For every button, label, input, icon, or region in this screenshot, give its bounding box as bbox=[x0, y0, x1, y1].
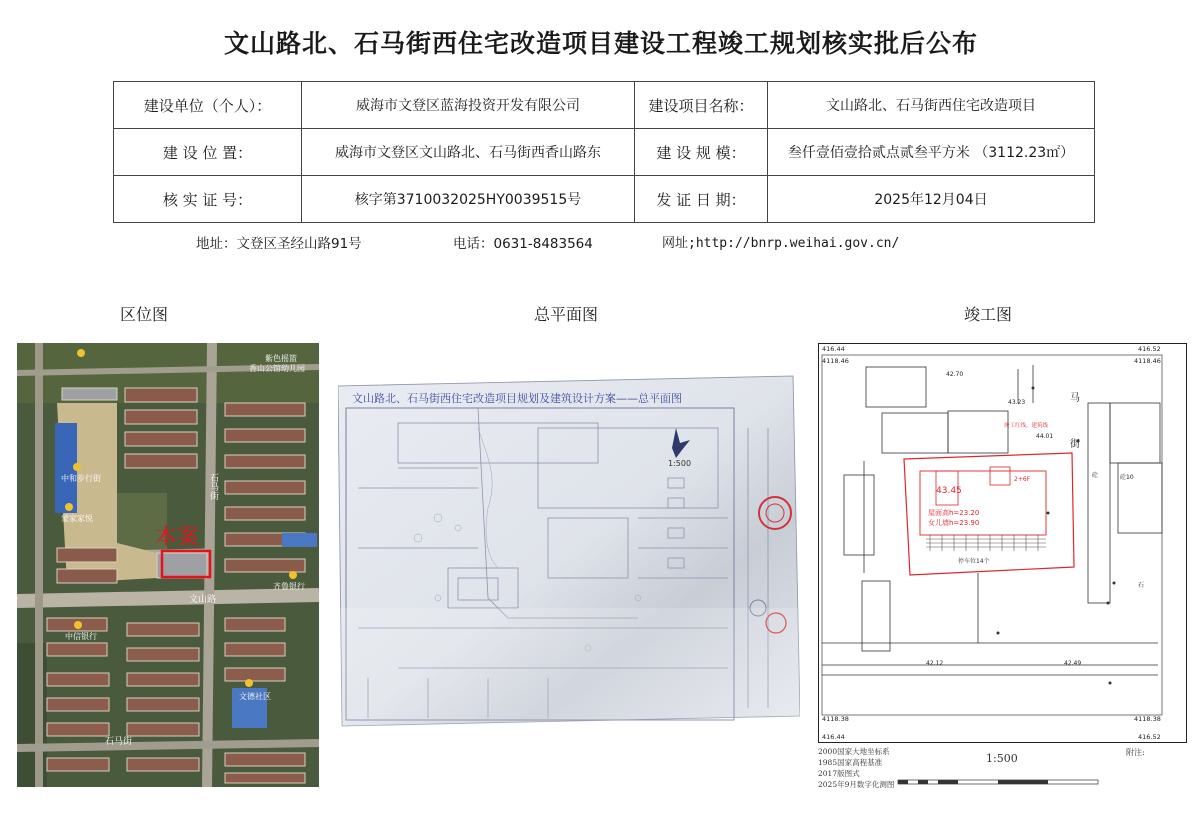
project-label: 本案 bbox=[155, 525, 200, 550]
label-cert-no: 核 实 证 号： bbox=[114, 176, 302, 223]
scale-bar-icon bbox=[896, 772, 1108, 788]
coord-bl-y: 4118.38 bbox=[822, 715, 849, 723]
footer-coordsys: 2000国家大地坐标系 bbox=[818, 747, 890, 756]
spot-elev-2: 43.23 bbox=[1008, 399, 1026, 406]
site-plan-heading: 文山路北、石马街西住宅改造项目规划及建筑设计方案——总平面图 bbox=[352, 392, 682, 405]
label-jie: 砼 bbox=[1092, 472, 1099, 479]
coord-tl-x: 416.44 bbox=[822, 345, 845, 353]
spot-elev-3: 44.01 bbox=[1036, 433, 1054, 440]
label-scale: 建 设 规 模： bbox=[635, 129, 768, 176]
poi-bank1: 齐鲁银行 bbox=[273, 582, 305, 591]
poi-kindergarten-1: 紫色摇篮 bbox=[265, 354, 297, 363]
site-plan bbox=[338, 368, 800, 728]
footer-scale: 1:500 bbox=[986, 752, 1018, 765]
value-scale: 叁仟壹佰壹拾贰点贰叁平方米 （3112.23㎡） bbox=[768, 129, 1095, 176]
coord-tr-y: 4118.46 bbox=[1134, 357, 1161, 365]
label-jie10: 砼10 bbox=[1120, 474, 1134, 481]
contact-phone: 电话：0631-8483564 bbox=[453, 236, 593, 252]
contact-address: 地址：文登区圣经山路91号 bbox=[196, 236, 362, 252]
spot-elev-5: 42.49 bbox=[1064, 660, 1082, 667]
contact-website[interactable]: 网址;http://bnrp.weihai.gov.cn/ bbox=[662, 236, 900, 251]
spot-elev-4: 42.12 bbox=[926, 660, 944, 667]
road-ma: 马 bbox=[1070, 393, 1080, 404]
value-project-name: 文山路北、石马街西住宅改造项目 bbox=[768, 82, 1095, 129]
label-project-name: 建设项目名称： bbox=[635, 82, 768, 129]
value-location: 威海市文登区文山路北、石马街西香山路东 bbox=[302, 129, 635, 176]
poi-bank2: 中信银行 bbox=[65, 632, 97, 641]
label-location: 建 设 位 置： bbox=[114, 129, 302, 176]
site-plan-scale: 1:500 bbox=[668, 459, 692, 468]
page-title: 文山路北、石马街西住宅改造项目建设工程竣工规划核实批后公布 bbox=[223, 29, 978, 58]
poi-community: 文德社区 bbox=[239, 692, 271, 701]
road-wenshan: 文山路 bbox=[189, 595, 217, 605]
section-title-completion: 竣工图 bbox=[964, 305, 1013, 324]
footer-note: 附注: bbox=[1126, 748, 1145, 757]
main-elevation: 43.45 bbox=[936, 486, 962, 496]
coord-br-x: 416.52 bbox=[1138, 733, 1161, 741]
location-map bbox=[17, 343, 319, 787]
red-note: 竣工红线、建筑线 bbox=[1004, 423, 1049, 429]
value-cert-no: 核字第3710032025HY0039515号 bbox=[302, 176, 635, 223]
road-shima-south: 石马街 bbox=[105, 737, 133, 747]
label-issue-date: 发 证 日 期： bbox=[635, 176, 768, 223]
coord-bl-x: 416.44 bbox=[822, 733, 845, 741]
road-jie: 街 bbox=[1070, 439, 1080, 450]
coord-br-y: 4118.38 bbox=[1134, 715, 1161, 723]
poi-street: 中和步行街 bbox=[61, 474, 101, 483]
parapet-height: 女儿墙h=23.90 bbox=[928, 519, 980, 527]
table-row bbox=[114, 129, 1095, 176]
roof-height: 屋面高h=23.20 bbox=[928, 509, 980, 517]
completion-map bbox=[818, 343, 1187, 743]
table-row bbox=[114, 176, 1095, 223]
footer-legend: 2017版图式 bbox=[818, 769, 860, 778]
footer-elevation: 1985国家高程基准 bbox=[818, 758, 883, 767]
project-info-table bbox=[113, 81, 1095, 223]
value-issue-date: 2025年12月04日 bbox=[768, 176, 1095, 223]
road-shima: 石马街 bbox=[208, 473, 218, 500]
label-shi: 石 bbox=[1138, 582, 1145, 589]
poi-kindergarten-2: 香山公馆幼儿园 bbox=[249, 364, 305, 373]
section-title-location: 区位图 bbox=[120, 305, 169, 324]
spot-elev-1: 42.70 bbox=[946, 371, 964, 378]
floors-label: 2+6F bbox=[1014, 476, 1031, 483]
coord-tr-x: 416.52 bbox=[1138, 345, 1161, 353]
parking-label: 停车位14个 bbox=[958, 558, 990, 565]
section-title-site-plan: 总平面图 bbox=[534, 305, 599, 324]
label-builder: 建设单位（个人）： bbox=[114, 82, 302, 129]
table-row bbox=[114, 82, 1095, 129]
coord-tl-y: 4118.46 bbox=[822, 357, 849, 365]
poi-family: 蒙家家悦 bbox=[61, 514, 93, 523]
footer-survey-date: 2025年9月数字化测图 bbox=[818, 780, 895, 789]
value-builder: 威海市文登区蓝海投资开发有限公司 bbox=[302, 82, 635, 129]
